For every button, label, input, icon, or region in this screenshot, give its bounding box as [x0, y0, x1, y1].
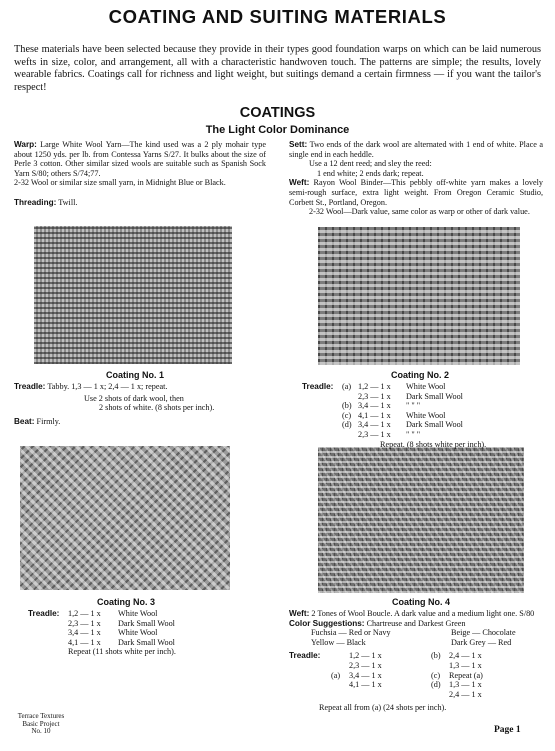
- color-suggestion: Beige — Chocolate: [451, 628, 516, 638]
- coating-2-repeat: Repeat. (8 shots white per inch).: [380, 439, 487, 449]
- row-yarn: Dark Small Wool: [118, 637, 175, 647]
- coating-1-photo: [34, 226, 232, 364]
- coating-4-caption: Coating No. 4: [392, 597, 450, 607]
- row-mark: (a): [331, 670, 341, 680]
- row-treadle: 1,2 — 1 x: [349, 651, 382, 661]
- threading-label: Threading:: [14, 197, 57, 207]
- coating-2-caption: Coating No. 2: [391, 370, 449, 380]
- sett-label: Sett:: [289, 140, 308, 149]
- coating-1-treadle-label: Treadle:: [14, 382, 46, 391]
- row-yarn: Dark Small Wool: [406, 391, 463, 401]
- row-mark: (d): [342, 420, 352, 430]
- coating-1-beat-text: Firmly.: [36, 416, 61, 426]
- coating-4-weft-label: Weft:: [289, 609, 310, 618]
- footer-line-2: Basic Project: [22, 719, 60, 728]
- color-suggestion: Fuchsia — Red or Navy: [311, 628, 391, 638]
- row-treadle: 2,3 — 1 x: [358, 429, 391, 439]
- row-mark: (c): [431, 670, 441, 680]
- coating-3-treadle-rows: [68, 609, 175, 647]
- row-treadle: 1,3 — 1 x: [449, 660, 482, 670]
- row-treadle: 1,3 — 1 x: [449, 680, 482, 690]
- row-mark: [431, 690, 449, 700]
- coating-4-repeat: Repeat all from (a) (24 shots per inch).: [319, 703, 447, 713]
- row-mark: [331, 680, 349, 690]
- row-yarn: White Wool: [118, 628, 158, 638]
- coating-4-weft-text: 2 Tones of Wool Boucle. A dark value and a medium light one. S/80: [311, 609, 535, 618]
- weft-text: Rayon Wool Binder—This pebbly off-white yarn makes a lovely semi-rough surface, extra light weight. From Oregon Ceramic Studio, Corbett St., Portland, Oregon.: [289, 178, 544, 207]
- coating-3-caption: Coating No. 3: [97, 597, 155, 607]
- coating-4-left-rows: [331, 651, 431, 699]
- row-mark: (b): [431, 651, 441, 661]
- row-treadle: 4,1 — 1 x: [349, 680, 382, 690]
- weft-text-2: 2-32 Wool—Dark value, same color as warp or other of dark value.: [309, 207, 530, 217]
- threading-text: Twill.: [58, 197, 78, 207]
- row-treadle: 1,2 — 1 x: [68, 609, 101, 618]
- row-mark: [342, 430, 358, 440]
- sett-line-2: Use a 12 dent reed; and sley the reed:: [309, 159, 432, 169]
- coating-3-photo: [20, 446, 230, 590]
- warp-text-2: 2-32 Wool or similar size small yarn, in Midnight Blue or Black.: [14, 178, 226, 188]
- intro-paragraph: These materials have been selected because they provide in their types good foundation warps on which can be laid numerous wefts in size, color, and arrangement, all with a characteristic handwoven touch. The patterns are simple; the results, lovely wearable fabrics. Coatings call for richness and light weight, but suitings demand a certain firmness — if you want the tailor's respect!: [14, 44, 541, 93]
- sett-line-3: 1 end white; 2 ends dark; repeat.: [317, 168, 424, 178]
- row-yarn: White Wool: [406, 382, 446, 391]
- coating-4-color-text: Chartreuse and Darkest Green: [366, 618, 466, 628]
- row-treadle: 3,4 — 1 x: [358, 401, 391, 411]
- coating-4-details: [289, 609, 543, 713]
- coating-4-right-rows: [431, 651, 483, 699]
- row-treadle: 2,3 — 1 x: [68, 618, 101, 628]
- row-yarn: " " ": [406, 401, 421, 411]
- footer-line-3: No. 10: [31, 727, 51, 736]
- row-treadle: 2,3 — 1 x: [358, 391, 391, 401]
- warp-block: [14, 140, 266, 208]
- subheading: The Light Color Dominance: [205, 124, 350, 136]
- page-title: COATING AND SUITING MATERIALS: [108, 6, 447, 27]
- coating-4-photo: [318, 447, 524, 593]
- sett-text: Two ends of the dark wool are alternated with 1 end of white. Place a single end in each heddle.: [289, 140, 543, 159]
- page-number: Page 1: [494, 725, 521, 735]
- row-mark: (c): [342, 410, 352, 420]
- row-treadle: 2,4 — 1 x: [449, 651, 482, 661]
- row-mark: [342, 392, 358, 402]
- section-heading: COATINGS: [239, 105, 316, 121]
- coating-1-caption: Coating No. 1: [106, 370, 164, 380]
- weft-label: Weft:: [289, 178, 310, 188]
- row-treadle: 2,4 — 1 x: [449, 689, 482, 699]
- coating-4-treadle-label: Treadle:: [289, 651, 321, 661]
- row-mark: [331, 651, 349, 661]
- coating-4-color-label: Color Suggestions:: [289, 618, 365, 628]
- coating-3-details: [28, 609, 268, 657]
- row-treadle: 3,4 — 1 x: [358, 420, 391, 430]
- coating-1-treadle-text: Tabby. 1,3 — 1 x; 2,4 — 1 x; repeat.: [47, 382, 168, 391]
- coating-2-treadle-rows: [342, 382, 463, 440]
- coating-1-line-2: Use 2 shots of dark wool, then: [84, 393, 184, 403]
- row-yarn: " " ": [406, 429, 421, 439]
- row-yarn: Dark Small Wool: [118, 618, 175, 628]
- row-mark: (a): [342, 382, 352, 391]
- row-treadle: 3,4 — 1 x: [68, 628, 101, 638]
- warp-label: Warp:: [14, 140, 37, 149]
- sett-weft-block: [289, 140, 543, 217]
- coating-2-photo: [318, 227, 520, 365]
- colors-left: [311, 628, 451, 647]
- color-suggestion: Yellow — Black: [311, 637, 366, 647]
- coating-3-repeat: Repeat (11 shots white per inch).: [68, 647, 176, 657]
- row-yarn: White Wool: [118, 609, 158, 618]
- row-treadle: 3,4 — 1 x: [349, 670, 382, 680]
- color-suggestion: Dark Grey — Red: [451, 637, 512, 647]
- coating-2-details: [302, 382, 542, 449]
- warp-text: Large White Wool Yarn—The kind used was a 2 ply mohair type about 1250 yds. per lb. from Contessa Yarns S/27. It bulks about the size of Perle 3 cotton. Other similar sized wools are suitable such as Spanish Sock Yarn S/80; others S/74;77.: [14, 140, 266, 178]
- coating-1-line-3: 2 shots of white. (8 shots per inch).: [99, 403, 215, 413]
- row-mark: [431, 661, 449, 671]
- coating-1-beat-label: Beat:: [14, 416, 35, 426]
- row-yarn: Dark Small Wool: [406, 420, 463, 430]
- coating-1-details: [14, 382, 264, 426]
- row-treadle: 2,3 — 1 x: [349, 660, 382, 670]
- row-treadle: 4,1 — 1 x: [68, 637, 101, 647]
- coating-3-treadle-label: Treadle:: [28, 609, 60, 618]
- row-treadle: Repeat (a): [449, 670, 483, 680]
- row-mark: (d): [431, 680, 441, 690]
- row-treadle: 1,2 — 1 x: [358, 382, 391, 391]
- row-treadle: 4,1 — 1 x: [358, 410, 391, 420]
- row-mark: [331, 661, 349, 671]
- row-yarn: White Wool: [406, 410, 446, 420]
- colors-right: [451, 628, 516, 647]
- coating-2-treadle-label: Treadle:: [302, 382, 334, 391]
- row-mark: (b): [342, 401, 352, 411]
- footer-line-1: Terrace Textures: [17, 712, 65, 720]
- footer-credit: [14, 713, 68, 736]
